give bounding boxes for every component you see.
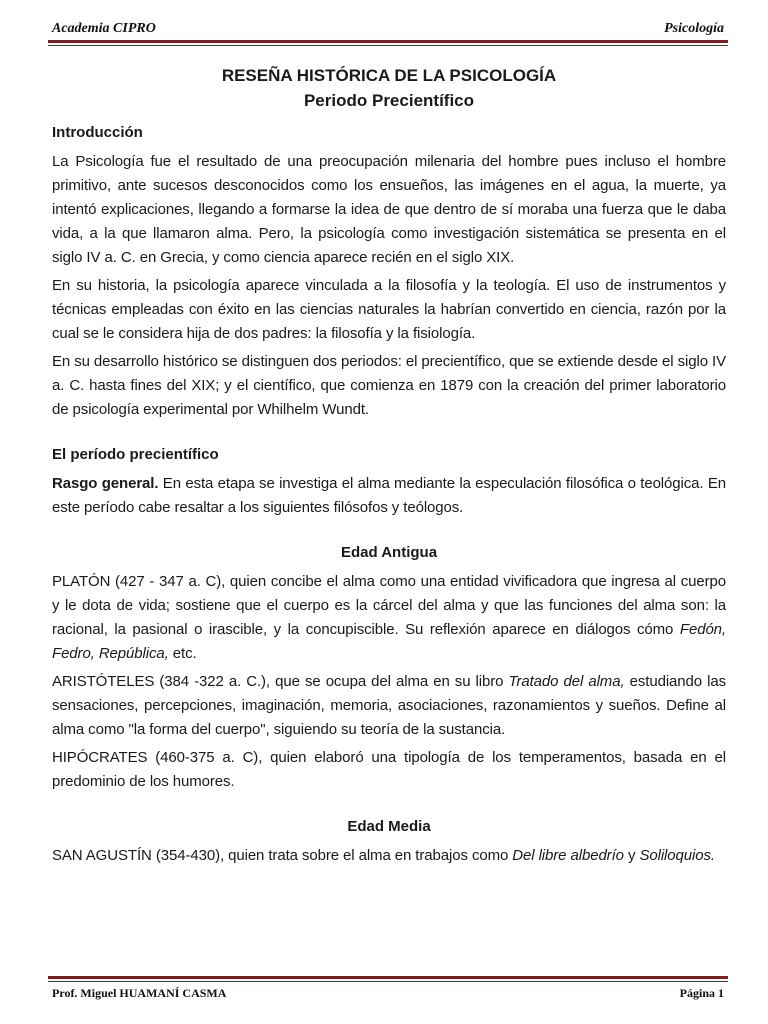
platon-paragraph <box>52 570 726 666</box>
header-divider-thin <box>48 45 728 46</box>
platon-end: etc. <box>168 645 197 662</box>
aristoteles-text: ARISTÓTELES (384 -322 a. C.), que se ocupa del alma en su libro <box>52 673 509 690</box>
hipocrates-paragraph: HIPÓCRATES (460-375 a. C), quien elaboró una tipología de los temperamentos, basada en el predominio de los humores. <box>52 749 726 790</box>
rasgo-paragraph <box>52 472 726 520</box>
intro-paragraph-2: En su historia, la psicología aparece vinculada a la filosofía y la teología. El uso de instrumentos y técnicas empleadas con éxito en las ciencias naturales la habrían convertido en ciencia, razón por la cual se le considera hija de dos padres: la filosofía y la fisiología. <box>52 277 726 342</box>
document-body <box>52 58 726 872</box>
rasgo-text: En esta etapa se investiga el alma mediante la especulación filosófica o teológica. En este período cabe resaltar a los siguientes filósofos y teólogos. <box>52 475 726 516</box>
footer-author: Prof. Miguel HUAMANÍ CASMA <box>52 986 227 1000</box>
agustin-text: SAN AGUSTÍN (354-430), quien trata sobre el alma en trabajos como <box>52 847 513 864</box>
header-divider <box>48 40 728 43</box>
aristoteles-book: Tratado del alma, <box>508 673 625 690</box>
rasgo-label: Rasgo general. <box>52 475 159 492</box>
header-institution: Academia CIPRO <box>52 21 156 36</box>
page-header <box>52 18 724 40</box>
agustin-mid: y <box>623 847 640 864</box>
agustin-work-1: Del libre albedrío <box>512 847 624 864</box>
platon-text: PLATÓN (427 - 347 a. C), quien concibe el alma como una entidad vivificadora que ingresa al cuerpo y le dota de vida; sostiene que el cuerpo es la cárcel del alma y que las funciones del alma son: la racional, la pasional o irascible, y la concupiscible. Su reflexión aparece en diálogos cómo <box>52 573 726 638</box>
intro-paragraph-3: En su desarrollo histórico se distinguen dos periodos: el precientífico, que se extiende desde el siglo IV a. C. hasta fines del XIX; y el científico, que comienza en 1879 con la creación del primer laboratorio de psicología experimental por Whilhelm Wundt. <box>52 353 726 418</box>
agustin-paragraph <box>52 844 726 868</box>
intro-paragraph-1: La Psicología fue el resultado de una preocupación milenaria del hombre pues incluso el hombre primitivo, ante sucesos desconocidos como los ensueños, las imágenes en el agua, la muerte, ya intentó explicaciones, llegando a formarse la idea de que dentro de sí moraba una fuerza que le daba vida, a la que llamaron alma. Pero, la psicología como investigación sistemática se presenta en el siglo IV a. C. en Grecia, y como ciencia aparece recién en el siglo XIX. <box>52 153 726 266</box>
edad-antigua-heading: Edad Antigua <box>340 544 438 561</box>
header-subject: Psicología <box>664 21 724 36</box>
document-subtitle: Periodo Precientífico <box>303 91 475 110</box>
footer-divider <box>48 976 728 979</box>
agustin-work-2: Soliloquios. <box>639 847 715 864</box>
page-footer <box>52 986 724 1006</box>
platon-works: Fedón, Fedro, República, <box>52 621 726 662</box>
edad-media-heading: Edad Media <box>347 818 431 835</box>
period-heading: El período precientífico <box>52 446 219 463</box>
page-number: Página 1 <box>679 986 724 1000</box>
document-title: RESEÑA HISTÓRICA DE LA PSICOLOGÍA <box>221 66 557 85</box>
intro-heading: Introducción <box>52 124 143 141</box>
footer-divider-thin <box>48 981 728 982</box>
aristoteles-end: estudiando las sensaciones, percepciones, imaginación, memoria, asociaciones, razonamientos y sueños. Define al alma como "la forma del cuerpo", siguiendo su teoría de la sustancia. <box>52 673 727 738</box>
aristoteles-paragraph <box>52 670 726 742</box>
